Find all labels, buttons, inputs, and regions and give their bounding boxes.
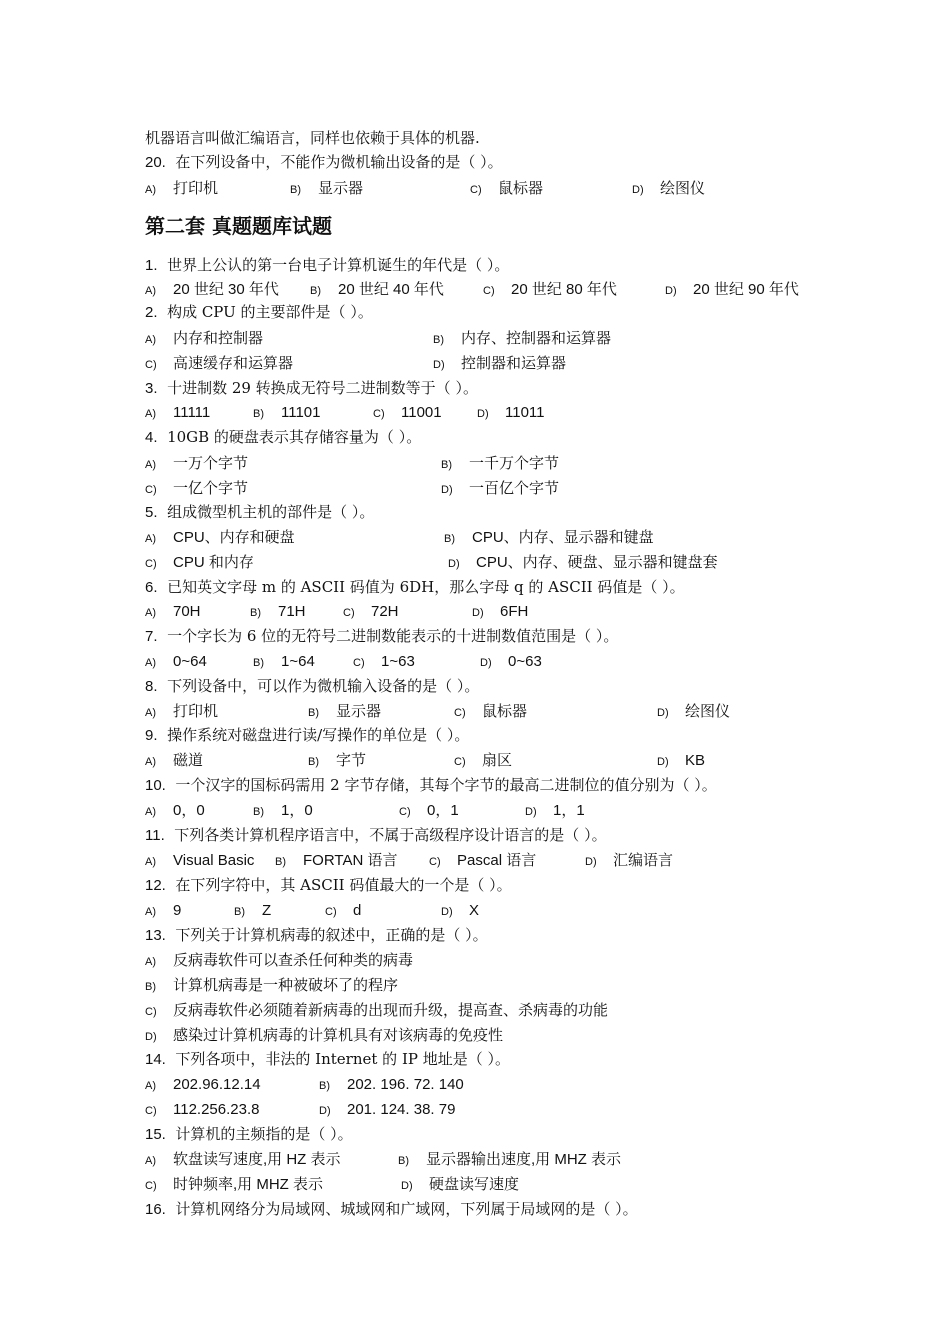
option-b — [444, 527, 654, 549]
option-b — [275, 850, 397, 872]
option-a — [145, 701, 218, 723]
question-text: 组成微型机主机的部件是（ ）。 — [167, 503, 375, 521]
question-text: 已知英文字母 m 的 ASCII 码值为 6DH，那么字母 q 的 ASCII 码值是（ ）。 — [167, 578, 685, 596]
option-text: CPU、内存、硬盘、显示器和键盘套 — [476, 554, 718, 571]
option-c — [373, 402, 442, 424]
option-c — [145, 552, 254, 574]
option-text: 20 世纪 80 年代 — [511, 281, 617, 298]
option-a — [145, 1149, 341, 1171]
option-d — [632, 178, 705, 200]
option-c — [454, 750, 512, 772]
option-b — [253, 402, 321, 424]
option-b — [441, 453, 559, 475]
option-d — [525, 800, 585, 822]
option-letter: C) — [145, 1105, 157, 1117]
question-line — [145, 255, 509, 276]
option-text: 计算机病毒是一种被破坏了的程序 — [173, 977, 399, 994]
option-a — [145, 402, 210, 424]
option-text: 扇区 — [482, 752, 513, 769]
option-text: 20 世纪 40 年代 — [338, 281, 444, 298]
option-d — [448, 552, 718, 574]
option-b — [433, 328, 611, 350]
option-letter: B) — [253, 806, 264, 818]
question-number: 1. — [145, 257, 158, 274]
option-text: 感染过计算机病毒的计算机具有对该病毒的免疫性 — [173, 1027, 504, 1044]
option-letter: D) — [319, 1105, 331, 1117]
option-letter: C) — [454, 756, 466, 768]
option-letter: C) — [325, 906, 337, 918]
option-d — [480, 651, 542, 673]
option-c — [353, 651, 415, 673]
option-d — [401, 1174, 519, 1196]
option-letter: B) — [308, 707, 319, 719]
option-letter: D) — [477, 408, 489, 420]
option-letter: A) — [145, 285, 156, 297]
question-number: 3. — [145, 380, 158, 397]
option-a — [145, 279, 279, 301]
option-letter: A) — [145, 956, 156, 968]
option-letter: B) — [444, 533, 455, 545]
option-c — [454, 701, 527, 723]
option-text: 6FH — [500, 603, 529, 620]
option-text: 11101 — [281, 404, 321, 421]
question-text: 构成 CPU 的主要部件是（ ）。 — [167, 303, 373, 321]
question-number: 15. — [145, 1126, 166, 1143]
option-text: 反病毒软件必须随着新病毒的出现而升级，提高查、杀病毒的功能 — [173, 1002, 609, 1019]
option-d — [472, 601, 528, 623]
option-letter: A) — [145, 657, 156, 669]
option-text: X — [469, 902, 480, 919]
option-text: 一千万个字节 — [469, 455, 560, 472]
option-d — [145, 1025, 503, 1047]
question-number: 14. — [145, 1051, 166, 1068]
option-d — [477, 402, 545, 424]
option-letter: D) — [657, 756, 669, 768]
option-d — [657, 750, 705, 772]
question-line — [145, 302, 373, 323]
option-text: 磁道 — [173, 752, 204, 769]
option-d — [665, 279, 799, 301]
question-text: 下列关于计算机病毒的叙述中，正确的是（ ）。 — [175, 926, 488, 944]
option-text: 70H — [173, 603, 201, 620]
question-line — [145, 577, 685, 598]
option-letter: A) — [145, 806, 156, 818]
option-letter: B) — [308, 756, 319, 768]
option-letter: C) — [145, 359, 157, 371]
option-b — [308, 750, 366, 772]
option-text: 71H — [278, 603, 306, 620]
option-letter: B) — [433, 334, 444, 346]
question-line — [145, 825, 607, 846]
option-text: 打印机 — [173, 180, 219, 197]
option-text: 72H — [371, 603, 399, 620]
option-letter: A) — [145, 607, 156, 619]
question-text: 一个字长为 6 位的无符号二进制数能表示的十进制数值范围是（ ）。 — [167, 627, 619, 645]
question-text: 在下列字符中，其 ASCII 码值最大的一个是（ ）。 — [175, 876, 512, 894]
option-letter: C) — [373, 408, 385, 420]
option-text: 反病毒软件可以查杀任何种类的病毒 — [173, 952, 414, 969]
option-text: CPU、内存、显示器和键盘 — [472, 529, 654, 546]
option-c — [145, 1174, 323, 1196]
question-text: 十进制数 29 转换成无符号二进制数等于（ ）。 — [167, 379, 478, 397]
option-text: 0~63 — [508, 653, 542, 670]
question-line — [145, 676, 479, 697]
option-letter: B) — [275, 856, 286, 868]
option-letter: A) — [145, 533, 156, 545]
question-number: 8. — [145, 678, 158, 695]
option-a — [145, 950, 413, 972]
question-text: 下列设备中，可以作为微机输入设备的是（ ）。 — [167, 677, 480, 695]
option-text: CPU、内存和硬盘 — [173, 529, 295, 546]
option-a — [145, 850, 254, 872]
option-b — [253, 800, 313, 822]
option-letter: D) — [665, 285, 677, 297]
option-text: 内存、控制器和运算器 — [461, 330, 612, 347]
option-letter: B) — [441, 459, 452, 471]
question-20 — [145, 152, 503, 173]
option-text: 绘图仪 — [660, 180, 706, 197]
option-letter: A) — [145, 756, 156, 768]
option-text: 硬盘读写速度 — [429, 1176, 520, 1193]
option-letter: D) — [525, 806, 537, 818]
option-letter: C) — [343, 607, 355, 619]
section-title: 第二套 真题题库试题 — [145, 214, 332, 238]
question-number: 12. — [145, 877, 166, 894]
option-text: Z — [262, 902, 272, 919]
option-c — [429, 850, 536, 872]
option-b — [250, 601, 306, 623]
option-a — [145, 900, 181, 922]
question-number: 4. — [145, 429, 158, 446]
question-line — [145, 1199, 638, 1220]
option-letter: D) — [472, 607, 484, 619]
option-text: 绘图仪 — [685, 703, 731, 720]
option-text: 112.256.23.8 — [173, 1101, 260, 1118]
question-line — [145, 925, 488, 946]
intro-line: 机器语言叫做汇编语言，同样也依赖于具体的机器. — [145, 129, 480, 147]
option-text: 0，0 — [173, 802, 205, 819]
option-letter: A) — [145, 1080, 156, 1092]
option-d — [441, 478, 559, 500]
option-text: 一万个字节 — [173, 455, 249, 472]
question-text: 一个汉字的国标码需用 2 字节存储，其每个字节的最高二进制位的值分别为（ ）。 — [175, 776, 717, 794]
option-letter: C) — [145, 558, 157, 570]
option-text: 0~64 — [173, 653, 207, 670]
option-letter: D) — [441, 484, 453, 496]
option-letter: A) — [145, 707, 156, 719]
question-text: 世界上公认的第一台电子计算机诞生的年代是（ ）。 — [167, 256, 510, 274]
question-line — [145, 775, 717, 796]
option-a — [145, 178, 218, 200]
option-d — [433, 353, 566, 375]
option-letter: C) — [145, 484, 157, 496]
option-b — [398, 1149, 621, 1171]
option-text: 时钟频率,用 MHZ 表示 — [173, 1176, 323, 1193]
option-c — [399, 800, 459, 822]
option-letter: D) — [145, 1031, 157, 1043]
option-letter: C) — [145, 1180, 157, 1192]
option-letter: C) — [145, 1006, 157, 1018]
option-a — [145, 651, 207, 673]
option-text: KB — [685, 752, 706, 769]
option-letter: B) — [250, 607, 261, 619]
option-d — [441, 900, 479, 922]
option-b — [310, 279, 444, 301]
option-text: 软盘读写速度,用 HZ 表示 — [173, 1151, 341, 1168]
option-a — [145, 453, 248, 475]
option-letter: A) — [145, 856, 156, 868]
option-b — [319, 1074, 464, 1096]
question-line — [145, 427, 421, 448]
question-number: 9. — [145, 727, 158, 744]
option-text: CPU 和内存 — [173, 554, 254, 571]
option-text: d — [353, 902, 362, 919]
option-letter: C) — [353, 657, 365, 669]
option-text: Visual Basic — [173, 852, 255, 869]
question-line — [145, 626, 618, 647]
option-letter: A) — [145, 459, 156, 471]
option-letter: B) — [398, 1155, 409, 1167]
option-text: 显示器输出速度,用 MHZ 表示 — [426, 1151, 621, 1168]
option-letter: C) — [470, 184, 482, 196]
option-text: 11001 — [401, 404, 442, 421]
question-line — [145, 725, 469, 746]
question-text: 计算机网络分为局域网、城域网和广域网，下列属于局域网的是（ ）。 — [175, 1200, 638, 1218]
option-text: 202.96.12.14 — [173, 1076, 261, 1093]
option-b — [308, 701, 381, 723]
option-letter: B) — [145, 981, 156, 993]
question-number: 10. — [145, 777, 166, 794]
option-b — [234, 900, 271, 922]
option-a — [145, 1074, 261, 1096]
option-letter: C) — [483, 285, 495, 297]
option-letter: D) — [433, 359, 445, 371]
option-letter: D) — [401, 1180, 413, 1192]
option-letter: A) — [145, 184, 156, 196]
option-d — [319, 1099, 455, 1121]
option-letter: A) — [145, 334, 156, 346]
option-d — [657, 701, 730, 723]
option-text: 高速缓存和运算器 — [173, 355, 294, 372]
option-c — [145, 478, 248, 500]
question-text: 操作系统对磁盘进行读/写操作的单位是（ ）。 — [167, 726, 470, 744]
option-c — [470, 178, 543, 200]
option-letter: D) — [480, 657, 492, 669]
option-letter: A) — [145, 408, 156, 420]
option-letter: D) — [448, 558, 460, 570]
option-text: 一百亿个字节 — [469, 480, 560, 497]
option-letter: B) — [310, 285, 321, 297]
option-a — [145, 328, 263, 350]
option-text: 打印机 — [173, 703, 219, 720]
option-text: 9 — [173, 902, 182, 919]
question-text: 10GB 的硬盘表示其存储容量为（ ）。 — [167, 428, 422, 446]
option-a — [145, 800, 205, 822]
option-text: FORTAN 语言 — [303, 852, 398, 869]
option-text: 1，0 — [281, 802, 313, 819]
question-text: 下列各项中，非法的 Internet 的 IP 地址是（ ）。 — [175, 1050, 510, 1068]
option-text: 1，1 — [553, 802, 585, 819]
option-c — [325, 900, 361, 922]
option-letter: D) — [657, 707, 669, 719]
option-text: 鼠标器 — [498, 180, 544, 197]
option-c — [145, 1000, 608, 1022]
option-letter: D) — [441, 906, 453, 918]
question-line — [145, 378, 478, 399]
question-number: 6. — [145, 579, 158, 596]
question-line — [145, 1049, 510, 1070]
option-text: 鼠标器 — [482, 703, 528, 720]
option-text: 0，1 — [427, 802, 459, 819]
option-text: 202. 196. 72. 140 — [347, 1076, 464, 1093]
option-a — [145, 750, 203, 772]
option-b — [290, 178, 363, 200]
option-letter: A) — [145, 1155, 156, 1167]
option-letter: B) — [253, 657, 264, 669]
option-letter: A) — [145, 906, 156, 918]
option-c — [145, 1099, 259, 1121]
option-c — [483, 279, 617, 301]
question-number: 2. — [145, 304, 158, 321]
option-letter: C) — [399, 806, 411, 818]
option-text: Pascal 语言 — [457, 852, 537, 869]
option-text: 20 世纪 90 年代 — [693, 281, 799, 298]
option-letter: B) — [253, 408, 264, 420]
question-number: 11. — [145, 827, 165, 844]
option-letter: B) — [319, 1080, 330, 1092]
option-letter: D) — [585, 856, 597, 868]
option-text: 内存和控制器 — [173, 330, 264, 347]
option-c — [343, 601, 399, 623]
question-line — [145, 502, 374, 523]
option-d — [585, 850, 673, 872]
question-number: 7. — [145, 628, 158, 645]
option-letter: B) — [290, 184, 301, 196]
option-letter: B) — [234, 906, 245, 918]
option-text: 一亿个字节 — [173, 480, 249, 497]
option-text: 1~63 — [381, 653, 415, 670]
question-number: 13. — [145, 927, 166, 944]
question-line — [145, 875, 512, 896]
option-text: 11111 — [173, 404, 211, 421]
question-line — [145, 1124, 353, 1145]
option-text: 汇编语言 — [613, 852, 674, 869]
option-letter: C) — [429, 856, 441, 868]
option-b — [253, 651, 315, 673]
option-letter: D) — [632, 184, 644, 196]
option-text: 显示器 — [318, 180, 364, 197]
option-text: 20 世纪 30 年代 — [173, 281, 279, 298]
question-text: 下列各类计算机程序语言中，不属于高级程序设计语言的是（ ）。 — [174, 826, 607, 844]
option-text: 控制器和运算器 — [461, 355, 567, 372]
option-b — [145, 975, 398, 997]
option-letter: C) — [454, 707, 466, 719]
option-text: 11011 — [505, 404, 545, 421]
option-a — [145, 527, 295, 549]
option-a — [145, 601, 201, 623]
option-text: 显示器 — [336, 703, 382, 720]
option-c — [145, 353, 293, 375]
question-number: 20. — [145, 154, 166, 171]
question-number: 16. — [145, 1201, 166, 1218]
question-text: 计算机的主频指的是（ ）。 — [175, 1125, 353, 1143]
question-number: 5. — [145, 504, 158, 521]
question-text: 在下列设备中，不能作为微机输出设备的是（ ）。 — [175, 153, 503, 171]
option-text: 字节 — [336, 752, 367, 769]
option-text: 1~64 — [281, 653, 315, 670]
option-text: 201. 124. 38. 79 — [347, 1101, 456, 1118]
